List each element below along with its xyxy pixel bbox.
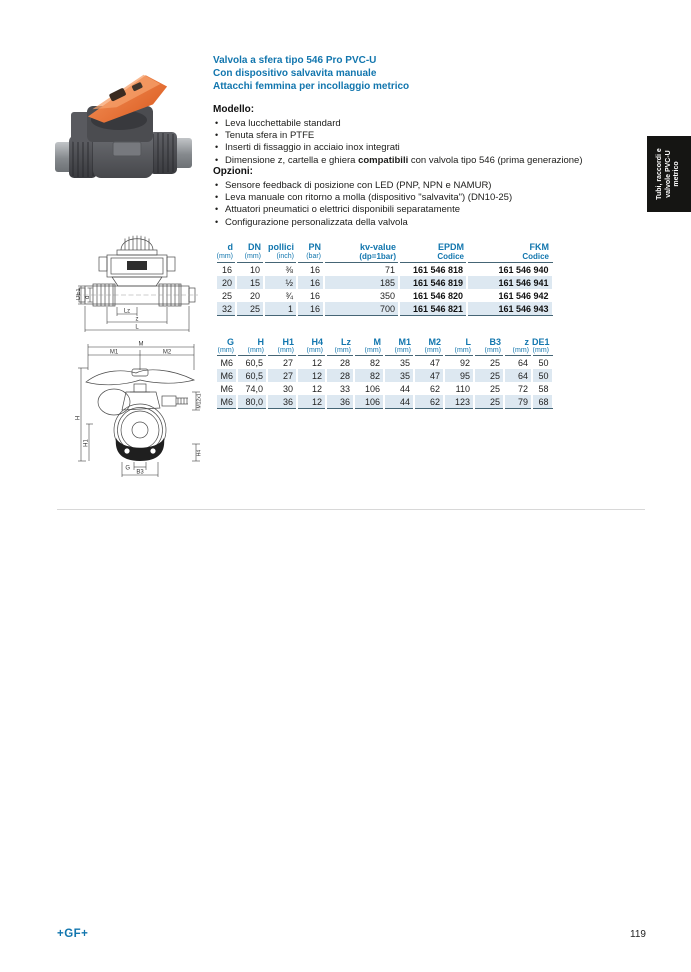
dim-label-b3: B3: [136, 469, 144, 476]
model-bullet-list: [213, 118, 653, 167]
table-cell: 64: [504, 369, 532, 382]
table-cell: 16: [297, 289, 324, 302]
table-cell: 62: [414, 382, 444, 395]
table-row: [216, 395, 552, 409]
table-cell: 30: [267, 382, 297, 395]
table-cell: 44: [384, 382, 414, 395]
table-cell: M6: [216, 356, 237, 370]
dim-label-z: z: [135, 316, 139, 323]
table-cell: 25: [216, 289, 236, 302]
column-header: d: [227, 241, 233, 252]
table-cell: 58: [532, 382, 552, 395]
table-cell: 20: [216, 276, 236, 289]
dim-label-m2: M2: [162, 349, 172, 356]
list-item: [213, 142, 653, 154]
column-unit: (dp=1bar): [324, 252, 399, 263]
table-cell: 106: [354, 395, 384, 409]
column-unit: (mm): [354, 347, 384, 356]
table-cell: 161 546 820: [399, 289, 467, 302]
table-cell: 60,5: [237, 356, 267, 370]
table-row: [216, 302, 552, 316]
gf-logo: +GF+: [57, 928, 89, 940]
table-cell: 47: [414, 356, 444, 370]
table-cell: M6: [216, 395, 237, 409]
column-unit: (mm): [326, 347, 354, 356]
table-cell: 161 546 941: [467, 276, 552, 289]
title-line-3: Attacchi femmina per incollaggio metrico: [213, 81, 410, 92]
table-cell: 161 546 821: [399, 302, 467, 316]
table-cell: 350: [324, 289, 399, 302]
table-cell: 95: [444, 369, 474, 382]
list-item: [213, 192, 653, 204]
chapter-tab: [647, 136, 691, 212]
table-cell: 161 546 940: [467, 263, 552, 277]
bullet-dot: •: [215, 204, 219, 215]
table-row: [216, 382, 552, 395]
bullet-dot: •: [215, 216, 219, 227]
dim-label-m: M: [138, 341, 144, 348]
table-cell: 12: [297, 369, 326, 382]
dim-label-de1: DE1: [76, 288, 82, 300]
table-cell: 33: [326, 382, 354, 395]
technical-drawing-side: [74, 340, 206, 480]
dim-label-l: L: [135, 324, 139, 331]
column-unit: (mm): [504, 347, 532, 356]
column-unit: (mm): [237, 347, 267, 356]
list-item: [213, 130, 653, 142]
bullet-text-bold: compatibili: [358, 154, 409, 166]
bullet-dot: •: [215, 118, 219, 128]
bullet-text: Configurazione personalizzata della valvola: [225, 216, 408, 228]
table-cell: 161 546 818: [399, 263, 467, 277]
options-section: [213, 166, 653, 229]
table-row: [216, 356, 552, 370]
table-cell: 700: [324, 302, 399, 316]
dim-label-h: H: [75, 415, 82, 421]
dimensions-table: [215, 335, 553, 409]
column-unit: Codice: [399, 252, 467, 263]
dim-label-h1: H1: [83, 439, 90, 447]
column-unit: (mm): [297, 347, 326, 356]
table-cell: 12: [297, 395, 326, 409]
bullet-text: con valvola tipo 546 (prima generazione): [408, 154, 583, 166]
table-cell: 20: [236, 289, 264, 302]
table-cell: 74,0: [237, 382, 267, 395]
table-cell: 16: [297, 263, 324, 277]
column-unit: (bar): [297, 252, 324, 263]
table-cell: 27: [267, 356, 297, 370]
bullet-text: Dimensione z, cartella e ghiera: [225, 154, 359, 166]
column-header: pollici: [267, 241, 294, 252]
list-item: [213, 118, 653, 130]
table-cell: 50: [532, 356, 552, 370]
tab-line: Tubi, raccordi e: [656, 148, 664, 200]
column-header: Lz: [341, 336, 351, 347]
list-item: [213, 155, 653, 167]
column-unit: Codice: [467, 252, 552, 263]
table-cell: 82: [354, 369, 384, 382]
dim-label-m1: M1: [109, 349, 119, 356]
table-cell: ½: [264, 276, 297, 289]
column-unit: (mm): [384, 347, 414, 356]
table-cell: 25: [474, 369, 504, 382]
table-cell: 35: [384, 356, 414, 370]
page-title: [213, 54, 409, 93]
table-cell: 44: [384, 395, 414, 409]
table-cell: 32: [216, 302, 236, 316]
table-cell: 80,0: [237, 395, 267, 409]
table-cell: 16: [297, 276, 324, 289]
column-header: L: [465, 336, 471, 347]
table-cell: 71: [324, 263, 399, 277]
table-cell: 15: [236, 276, 264, 289]
list-item: [213, 180, 653, 192]
table-cell: 27: [267, 369, 297, 382]
column-header: M1: [398, 336, 411, 347]
dim-label-g: G: [125, 465, 130, 472]
product-photo-ball-valve: [55, 50, 192, 182]
column-header: H: [257, 336, 264, 347]
ordering-codes-table: [215, 240, 553, 316]
column-header: H1: [282, 336, 294, 347]
table-cell: 16: [297, 302, 324, 316]
column-header: kv-value: [359, 241, 396, 252]
column-header: DE1: [532, 336, 550, 347]
column-header: M: [373, 336, 381, 347]
bullet-text: Leva lucchettabile standard: [225, 118, 341, 129]
ordering-codes-table-wrap: [215, 240, 551, 316]
table-row: [216, 289, 552, 302]
tab-line: valvole PVC-U: [664, 150, 672, 198]
table-cell: 47: [414, 369, 444, 382]
column-header: z: [524, 336, 529, 347]
bullet-dot: •: [215, 142, 219, 153]
table-cell: 10: [236, 263, 264, 277]
title-line-2: Con dispositivo salvavita manuale: [213, 68, 377, 79]
table-cell: 123: [444, 395, 474, 409]
dim-label-m12x1: M12x1: [196, 393, 203, 409]
bullet-text: Attuatori pneumatici o elettrici disponibili separatamente: [225, 204, 460, 216]
bullet-text: Inserti di fissaggio in acciaio inox integrati: [225, 142, 400, 154]
table-cell: ⅜: [264, 263, 297, 277]
list-item: [213, 217, 653, 229]
dim-label-d: d: [85, 295, 91, 299]
column-unit: (mm): [444, 347, 474, 356]
column-header: DN: [248, 241, 261, 252]
table-cell: 110: [444, 382, 474, 395]
chapter-tab-text: [647, 136, 691, 212]
table-cell: 64: [504, 356, 532, 370]
table-cell: 25: [236, 302, 264, 316]
table-cell: 92: [444, 356, 474, 370]
bullet-text: Sensore feedback di posizione con LED (PNP, NPN e NAMUR): [225, 180, 492, 191]
table-cell: 25: [474, 356, 504, 370]
dim-label-h4: H4: [196, 449, 203, 457]
dimensions-table-wrap: [215, 335, 551, 409]
page-number: 119: [630, 929, 646, 940]
column-unit: (inch): [264, 252, 297, 263]
table-cell: 68: [532, 395, 552, 409]
table-cell: 185: [324, 276, 399, 289]
table-cell: 50: [532, 369, 552, 382]
title-line-1: Valvola a sfera tipo 546 Pro PVC-U: [213, 55, 377, 66]
bullet-text: Tenuta sfera in PTFE: [225, 130, 315, 142]
dim-label-lz: Lz: [123, 308, 131, 315]
list-item: [213, 204, 653, 216]
column-unit: (mm): [414, 347, 444, 356]
column-header: FKM: [529, 241, 549, 252]
footer-divider: [57, 509, 645, 510]
table-cell: 16: [216, 263, 236, 277]
bullet-dot: •: [215, 154, 219, 165]
options-heading: Opzioni:: [213, 166, 253, 177]
table-cell: 60,5: [237, 369, 267, 382]
column-unit: (mm): [474, 347, 504, 356]
tab-line: metrico: [673, 161, 681, 187]
column-header: EPDM: [437, 241, 464, 252]
model-section: [213, 104, 653, 167]
table-cell: 72: [504, 382, 532, 395]
table-cell: 82: [354, 356, 384, 370]
column-unit: (mm): [216, 347, 237, 356]
table-row: [216, 369, 552, 382]
table-cell: 35: [384, 369, 414, 382]
table-cell: 28: [326, 369, 354, 382]
table-row: [216, 276, 552, 289]
table-cell: 79: [504, 395, 532, 409]
table-cell: 28: [326, 356, 354, 370]
table-cell: 36: [326, 395, 354, 409]
table-cell: M6: [216, 369, 237, 382]
bullet-dot: •: [215, 130, 219, 141]
table-cell: 36: [267, 395, 297, 409]
table-cell: 12: [297, 382, 326, 395]
table-cell: ¾: [264, 289, 297, 302]
column-unit: (mm): [532, 347, 552, 356]
column-header: G: [226, 336, 234, 347]
table-cell: 62: [414, 395, 444, 409]
table-cell: 25: [474, 382, 504, 395]
column-header: PN: [308, 241, 321, 252]
table-cell: 106: [354, 382, 384, 395]
table-cell: 161 546 819: [399, 276, 467, 289]
table-cell: 12: [297, 356, 326, 370]
column-unit: (mm): [267, 347, 297, 356]
column-header: M2: [428, 336, 441, 347]
column-unit: (mm): [236, 252, 264, 263]
table-cell: 161 546 943: [467, 302, 552, 316]
table-row: [216, 263, 552, 277]
bullet-text: Leva manuale con ritorno a molla (dispositivo "salvavita") (DN10-25): [225, 192, 513, 204]
table-cell: 25: [474, 395, 504, 409]
bullet-dot: •: [215, 192, 219, 203]
table-cell: 161 546 942: [467, 289, 552, 302]
column-unit: (mm): [216, 252, 236, 263]
table-cell: M6: [216, 382, 237, 395]
column-header: H4: [311, 336, 323, 347]
model-heading: Modello:: [213, 104, 255, 115]
technical-drawing-front: [76, 224, 198, 332]
options-bullet-list: [213, 180, 653, 229]
table-cell: 1: [264, 302, 297, 316]
bullet-dot: •: [215, 180, 219, 190]
column-header: B3: [489, 336, 501, 347]
